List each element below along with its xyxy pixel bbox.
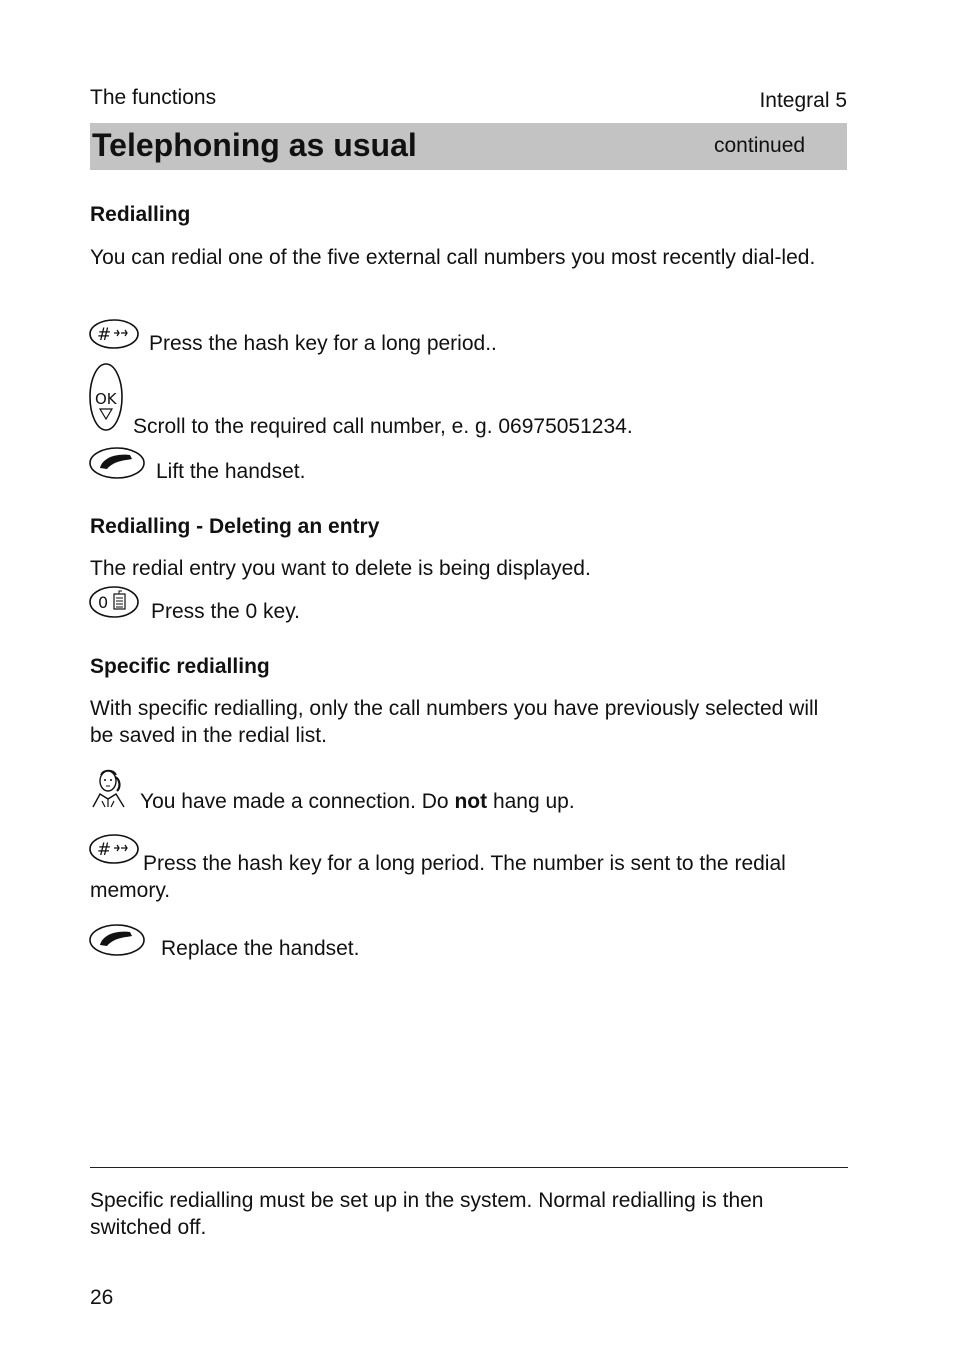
footnote: Specific redialling must be set up in the system. Normal redialling is then switched off.	[90, 1189, 764, 1239]
svg-text:#: #	[97, 325, 112, 345]
deleting-step-zero: Press the 0 key.	[151, 600, 301, 623]
specific-step-connection-text: You have made a connection. Do	[140, 790, 455, 813]
redialling-step-hash: Press the hash key for a long period..	[149, 332, 497, 355]
page-title: Telephoning as usual	[92, 127, 417, 163]
heading-redialling: Redialling	[90, 203, 191, 226]
zero-key-icon	[88, 585, 140, 621]
footnote-divider	[90, 1167, 848, 1168]
hash-key-icon	[88, 318, 140, 352]
redialling-step-handset: Lift the handset.	[156, 460, 306, 483]
specific-intro: With specific redialling, only the call numbers you have previously selected will be saved in the redial list.	[90, 697, 819, 747]
svg-text:OK: OK	[95, 390, 117, 408]
heading-deleting: Redialling - Deleting an entry	[90, 515, 380, 538]
specific-step-replace: Replace the handset.	[161, 937, 360, 960]
specific-step-hash: Press the hash key for a long period. The number is sent to the redial memory.	[90, 852, 786, 902]
person-on-phone-icon	[90, 767, 130, 809]
running-header-section: The functions	[90, 86, 217, 109]
running-header-product: Integral 5	[759, 89, 847, 112]
handset-icon	[88, 445, 146, 481]
handset-icon	[88, 922, 146, 958]
ok-scroll-key-icon	[88, 362, 128, 434]
redialling-step-scroll: Scroll to the required call number, e. g. 06975051234.	[133, 415, 633, 438]
page-number: 26	[90, 1286, 114, 1309]
specific-step-connection	[140, 790, 575, 814]
specific-step-connection-emphasis: not	[454, 790, 488, 813]
redialling-intro: You can redial one of the five external call numbers you most recently dial-led.	[90, 246, 816, 269]
continued-label: continued	[714, 134, 806, 157]
deleting-intro: The redial entry you want to delete is being displayed.	[90, 557, 591, 580]
specific-step-connection-text-end: hang up.	[487, 790, 575, 813]
svg-text:#: #	[97, 840, 112, 860]
heading-specific: Specific redialling	[90, 655, 270, 678]
svg-text:0: 0	[98, 593, 109, 612]
